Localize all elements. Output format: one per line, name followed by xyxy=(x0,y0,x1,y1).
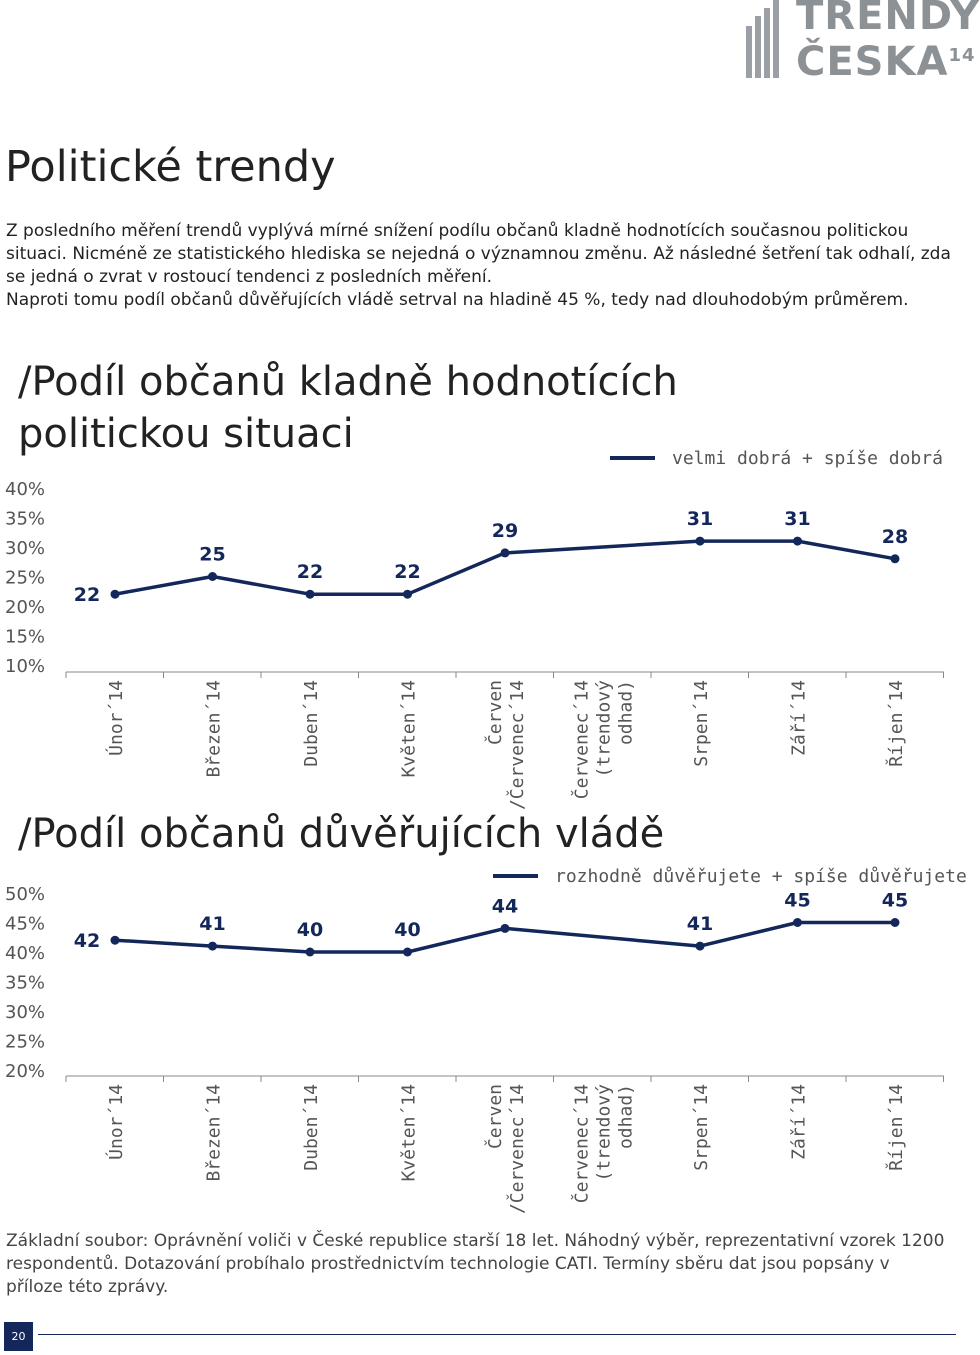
x-tick-label-line: /Červenec´14 xyxy=(507,1084,528,1215)
logo-line2 xyxy=(796,36,980,85)
x-tick-label xyxy=(399,680,420,778)
data-label: 40 xyxy=(296,919,324,941)
data-label: 41 xyxy=(199,913,226,936)
x-tick-label-line: (trendový xyxy=(593,680,615,778)
data-label: 25 xyxy=(199,543,226,566)
x-tick-label-line: Únor´14 xyxy=(106,680,127,756)
chart2-title: /Podíl občanů důvěřujících vládě xyxy=(18,811,665,857)
data-point xyxy=(208,942,217,951)
x-tick-label-line: Srpen´14 xyxy=(691,1084,712,1171)
y-tick-label: 25% xyxy=(5,1031,46,1053)
x-tick-label-line: Únor´14 xyxy=(106,1084,127,1160)
x-tick-label-line: odhad) xyxy=(615,680,637,746)
methodology-footnote: Základní soubor: Oprávnění voliči v České republice starší 18 let. Náhodný výběr, reprezentativní vzorek 1200 respondentů. Dotazování probíhalo prostřednictvím technologie CATI. Termíny sběru dat jsou popsány v příloze této zprávy. xyxy=(6,1231,945,1297)
x-tick-label xyxy=(399,1084,420,1182)
y-tick-label: 45% xyxy=(5,913,46,935)
data-point xyxy=(501,924,510,933)
x-tick-label-line: /Červenec´14 xyxy=(507,680,528,811)
data-label: 22 xyxy=(296,561,324,584)
data-label: 45 xyxy=(881,889,909,912)
x-tick-label-line: Červenec´14 xyxy=(571,680,593,800)
data-point xyxy=(111,590,120,599)
x-tick-label xyxy=(204,680,225,778)
x-tick-label-line: Duben´14 xyxy=(301,1084,322,1171)
data-label: 28 xyxy=(881,525,909,548)
data-point xyxy=(891,554,900,563)
x-tick-label-line: Srpen´14 xyxy=(691,680,712,767)
bottom-rule xyxy=(38,1334,956,1335)
logo-year: 14 xyxy=(948,45,976,66)
y-tick-label: 20% xyxy=(5,597,46,618)
data-label: 45 xyxy=(784,889,811,912)
data-point xyxy=(891,918,900,927)
data-label: 31 xyxy=(686,508,714,531)
x-tick-label-line: Duben´14 xyxy=(301,680,322,767)
x-tick-label xyxy=(301,680,322,767)
x-tick-label-line: Červenec´14 xyxy=(571,1084,593,1204)
data-label: 22 xyxy=(73,584,101,607)
x-tick-label xyxy=(105,680,127,756)
x-tick-label-line: odhad) xyxy=(615,1084,637,1150)
data-point xyxy=(696,537,705,546)
y-tick-label: 30% xyxy=(5,1002,46,1023)
chart1-political-situation xyxy=(0,440,960,810)
x-tick-label xyxy=(484,1084,528,1214)
y-tick-label: 40% xyxy=(5,479,46,500)
y-tick-label: 25% xyxy=(5,567,46,589)
x-tick-label xyxy=(301,1084,322,1171)
logo-wordmark xyxy=(796,0,980,85)
data-point xyxy=(403,590,412,599)
y-tick-label: 50% xyxy=(5,884,46,905)
data-label: 42 xyxy=(73,930,101,953)
x-tick-label-line: Říjen´14 xyxy=(886,1084,907,1171)
intro-paragraph-1: Z posledního měření trendů vyplývá mírné snížení podílu občanů kladně hodnotících současnou politickou situaci. Nicméně ze statistického hlediska se nejedná o významnou změnu. Až následné šetření tak odhalí, zda se jedná o zvrat v rostoucí tendenci z posledních měření. xyxy=(6,221,951,287)
x-tick-label-line: Září´14 xyxy=(788,680,810,756)
x-tick-label xyxy=(789,680,810,756)
data-label: 40 xyxy=(394,919,421,941)
x-tick-label xyxy=(691,1084,712,1171)
x-tick-label-line: Březen´14 xyxy=(203,680,225,778)
x-tick-label xyxy=(204,1084,225,1182)
data-point xyxy=(696,942,705,951)
x-tick-label-line: Září´14 xyxy=(788,1084,810,1160)
x-tick-label xyxy=(105,1084,127,1160)
x-tick-label xyxy=(885,1084,907,1171)
x-tick-label-line: Květen´14 xyxy=(398,680,420,778)
page-number: 20 xyxy=(4,1322,33,1351)
intro-text xyxy=(6,220,951,312)
y-tick-label: 15% xyxy=(5,626,46,648)
data-label: 22 xyxy=(394,561,421,584)
x-tick-label-line: Březen´14 xyxy=(203,1084,225,1182)
x-tick-label xyxy=(789,1084,810,1160)
data-label: 44 xyxy=(491,895,519,918)
y-tick-label: 30% xyxy=(5,538,46,559)
chart1-title: /Podíl občanů kladně hodnotících politickou situaci xyxy=(18,359,678,457)
data-point xyxy=(306,948,315,957)
x-tick-label xyxy=(885,680,907,767)
intro-paragraph-2: Naproti tomu podíl občanů důvěřujících vládě setrval na hladině 45 %, tedy nad dlouhodobým průměrem. xyxy=(6,290,909,310)
data-label: 29 xyxy=(491,519,519,542)
x-tick-label xyxy=(484,680,528,810)
x-tick-label-line: Říjen´14 xyxy=(886,680,907,767)
logo-line2-text: ČESKA xyxy=(796,39,949,85)
chart2-government-trust xyxy=(0,860,967,1215)
y-tick-label: 40% xyxy=(5,943,46,964)
data-point xyxy=(208,572,217,581)
legend-label: rozhodně důvěřujete + spíše důvěřujete xyxy=(555,866,967,887)
x-tick-label-line: (trendový xyxy=(593,1084,615,1182)
x-tick-label xyxy=(691,680,712,767)
legend-label: velmi dobrá + spíše dobrá xyxy=(672,448,943,469)
x-tick-label xyxy=(571,1084,637,1203)
data-label: 31 xyxy=(784,508,811,531)
data-point xyxy=(111,936,120,945)
trendy-ceska-logo xyxy=(746,0,980,85)
logo-line1: TRENDY xyxy=(796,0,980,39)
y-tick-label: 10% xyxy=(5,656,46,677)
x-tick-label-line: Červen xyxy=(485,680,506,746)
logo-bars-icon xyxy=(746,0,792,78)
page-title: Politické trendy xyxy=(5,142,336,192)
data-point xyxy=(306,590,315,599)
data-point xyxy=(793,918,802,927)
x-tick-label-line: Červen xyxy=(485,1084,506,1150)
data-point xyxy=(501,548,510,557)
x-tick-label xyxy=(571,680,637,799)
data-point xyxy=(403,948,412,957)
data-label: 41 xyxy=(686,913,714,936)
y-tick-label: 35% xyxy=(5,972,46,994)
x-tick-label-line: Květen´14 xyxy=(398,1084,420,1182)
y-tick-label: 35% xyxy=(5,508,46,530)
y-tick-label: 20% xyxy=(5,1061,46,1082)
data-point xyxy=(793,537,802,546)
